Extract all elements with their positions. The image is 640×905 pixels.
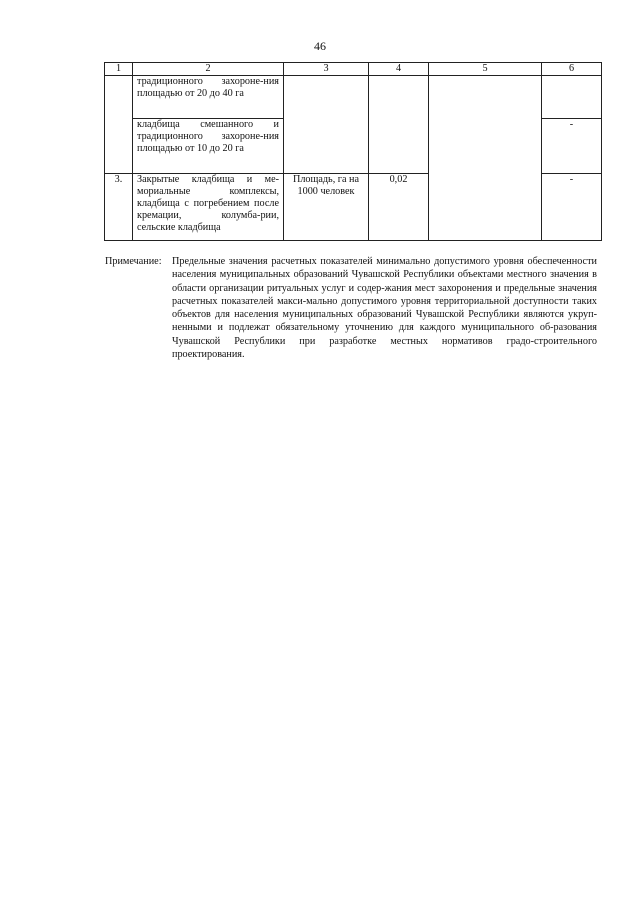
indicator-cell: Площадь, га на 1000 человек <box>284 174 369 241</box>
column-header: 2 <box>133 63 284 76</box>
value-cell <box>369 76 429 174</box>
column-header: 1 <box>105 63 133 76</box>
object-type-cell: Закрытые кладбища и ме-мориальные комплексы, кладбища с погребением после кремации, колумба-рии, сельские кладбища <box>133 174 284 241</box>
row-number-cell <box>105 76 133 174</box>
object-type-cell: кладбища смешанного и традиционного захороне-ния площадью от 10 до 20 га <box>133 119 284 174</box>
column-header: 4 <box>369 63 429 76</box>
row-number-cell: 3. <box>105 174 133 241</box>
accessibility-value-cell: - <box>542 174 602 241</box>
page-number: 46 <box>314 39 326 53</box>
note-text: Предельные значения расчетных показателей минимально допустимого уровня обеспеченности населения муниципальных образований Чувашской Республики объектами местного значения в области организации ритуальных услуг и содер-жания мест захоронения и предельные значения расчетных показателей макси-мально допустимого уровня территориальной доступности таких объектов для населения муниципальных образований Чувашской Республики являются укруп-ненными и подлежат обязательному уточнению для каждого муниципального об-разования Чувашской Республики при разработке местных нормативов градо-строительного проектирования. <box>172 256 597 361</box>
accessibility-value-cell <box>542 76 602 119</box>
note-label: Примечание: <box>105 256 162 267</box>
note-block <box>105 255 597 361</box>
accessibility-cell <box>429 76 542 241</box>
column-header: 3 <box>284 63 369 76</box>
table-header-row <box>105 63 602 76</box>
norms-table <box>104 62 602 241</box>
column-header: 5 <box>429 63 542 76</box>
column-header: 6 <box>542 63 602 76</box>
value-cell: 0,02 <box>369 174 429 241</box>
accessibility-value-cell: - <box>542 119 602 174</box>
indicator-cell <box>284 76 369 174</box>
object-type-cell: традиционного захороне-ния площадью от 20 до 40 га <box>133 76 284 119</box>
table-row <box>105 76 602 119</box>
